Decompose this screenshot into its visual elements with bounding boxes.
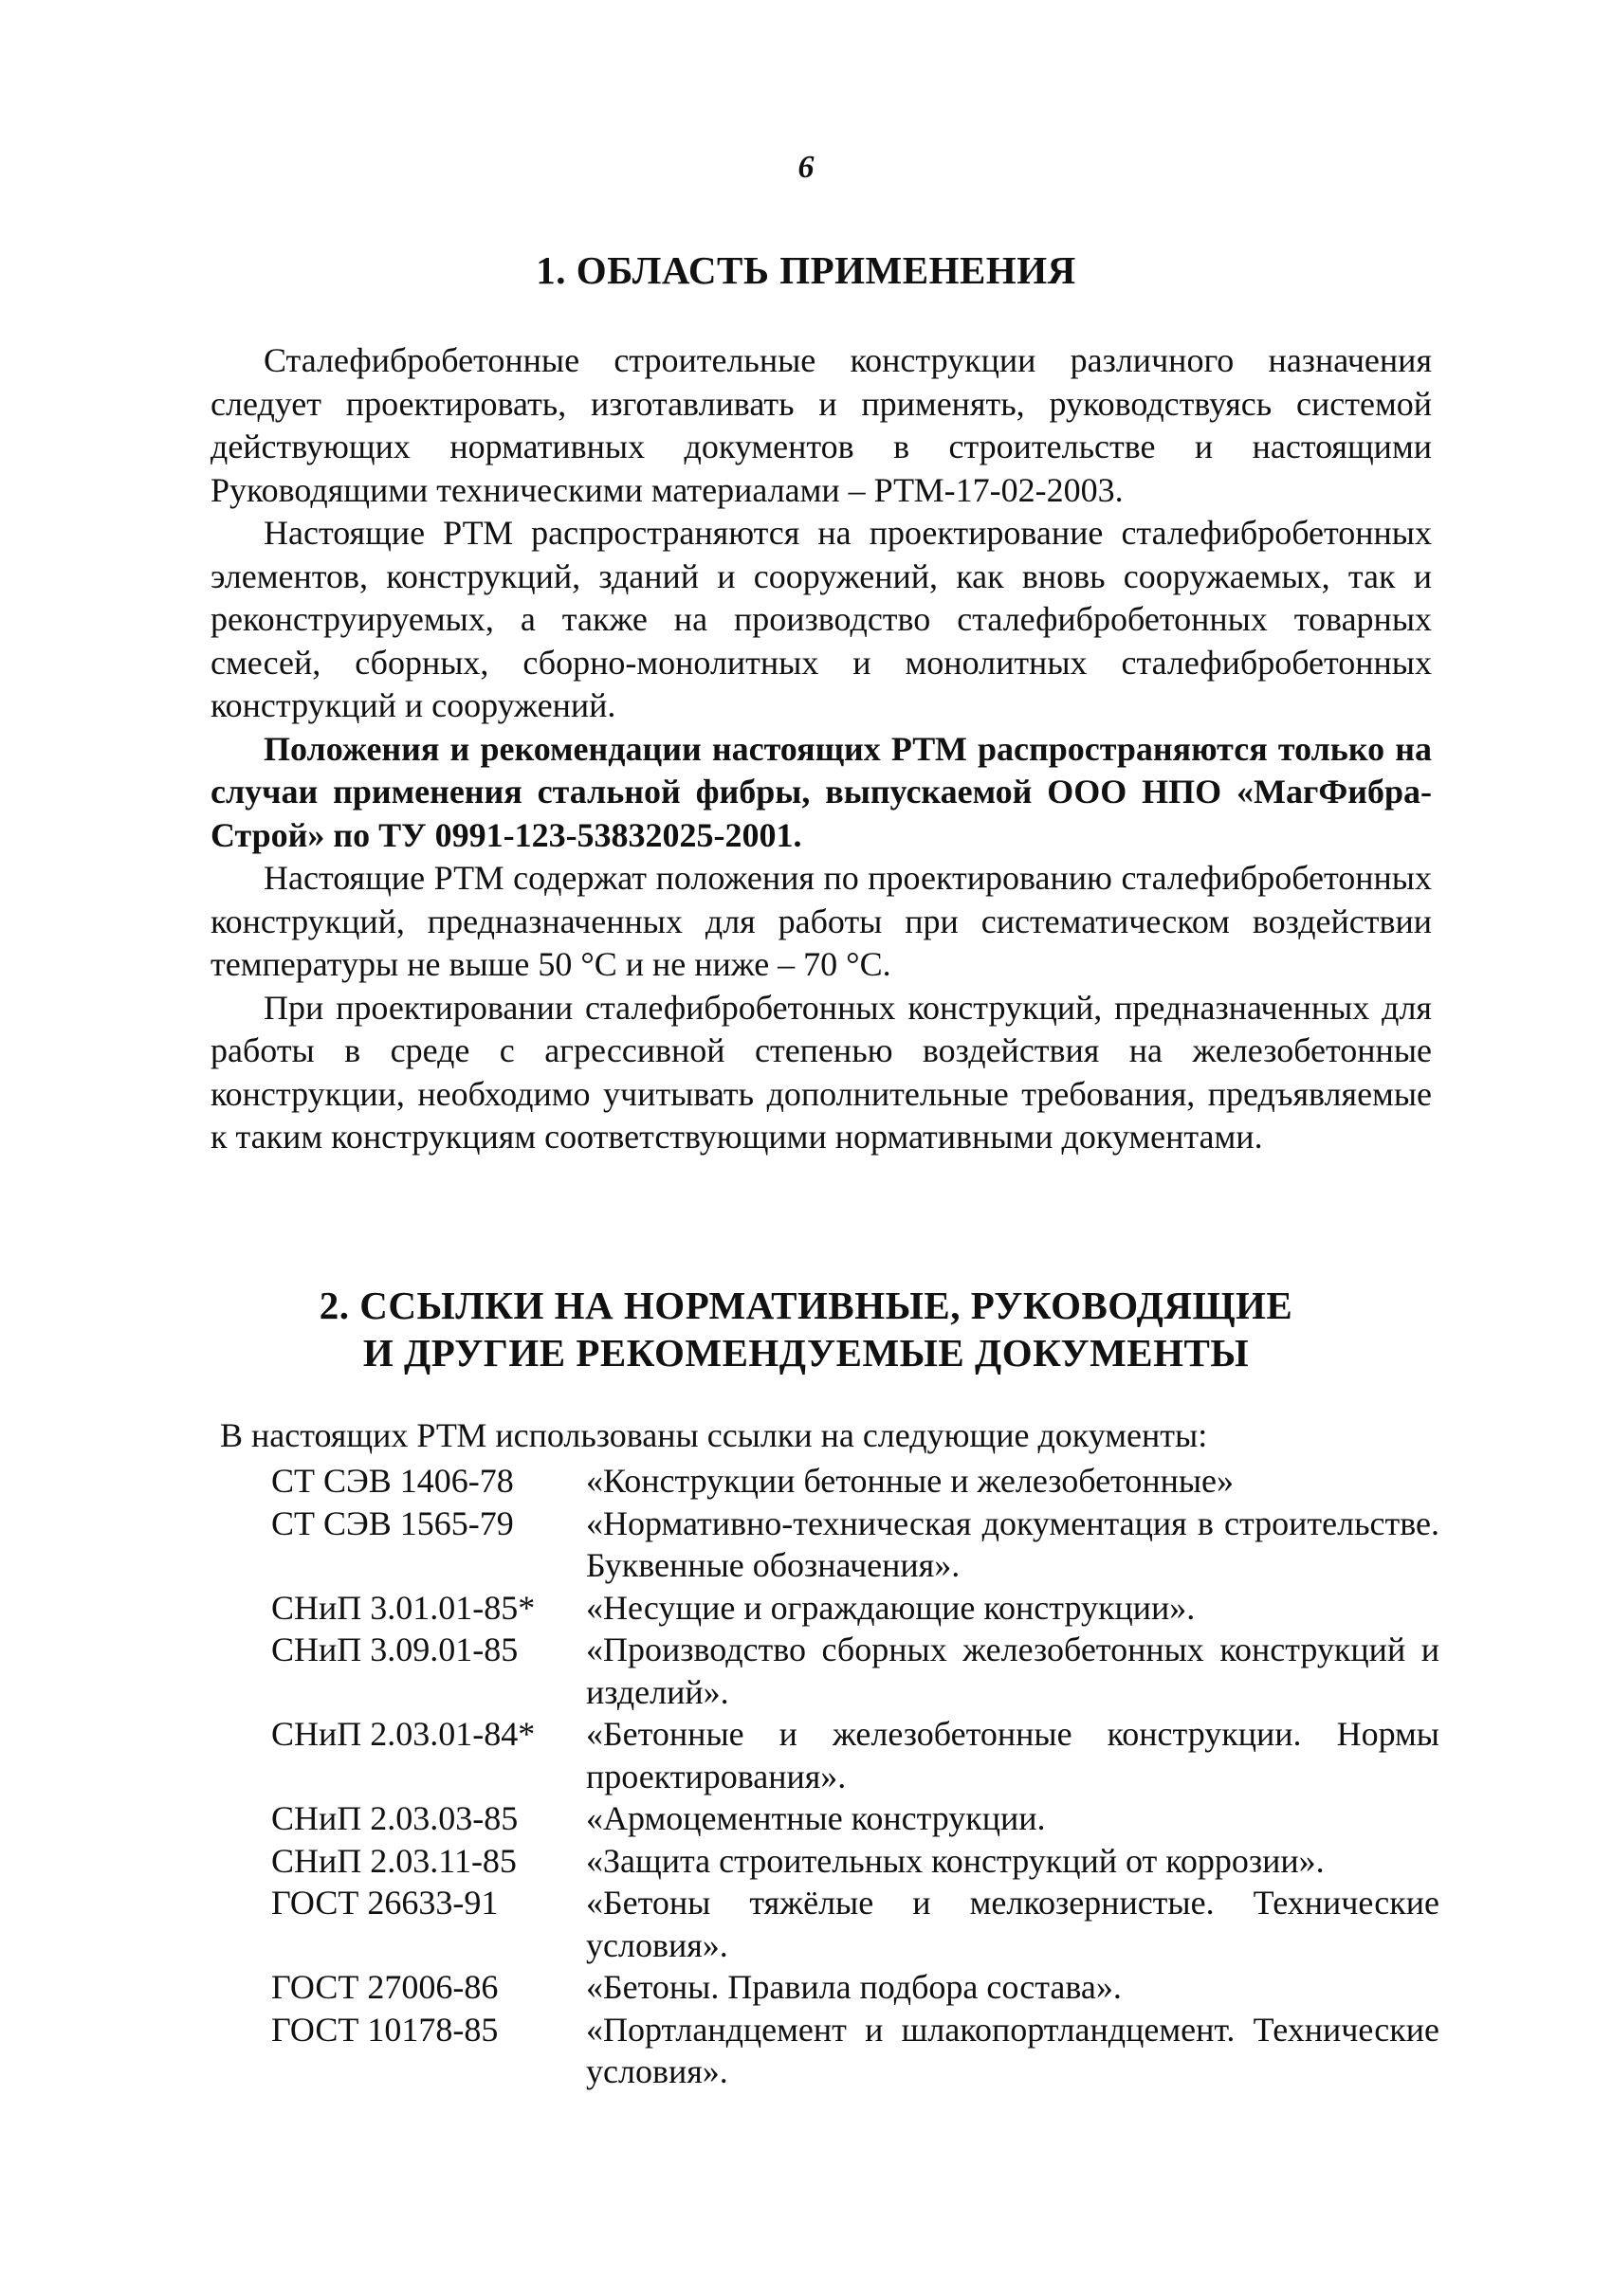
reference-title: «Нормативно-техническая документация в строительстве. Буквенные обозначения». — [586, 1503, 1439, 1584]
reference-title: «Портландцемент и шлакопортландцемент. Технические условия». — [586, 2010, 1439, 2090]
paragraph: При проектировании сталефибробетонных конструкций, предназначенных для работы в среде с агрессивной степенью воздействия на железобетонные конструкции, необходимо учитывать дополнительные требования, предъявляемые к таким конструкциям соответствующими нормативными документами. — [211, 988, 1432, 1156]
reference-code: СНиП 3.09.01-85 — [271, 1631, 519, 1668]
reference-item — [271, 1503, 1439, 1587]
reference-item — [271, 1797, 1439, 1840]
section-2-title-line-2: И ДРУГИЕ РЕКОМЕНДУЕМЫЕ ДОКУМЕНТЫ — [362, 1331, 1250, 1375]
section-1-title: 1. ОБЛАСТЬ ПРИМЕНЕНИЯ — [536, 248, 1076, 292]
section-2-title — [0, 1282, 1612, 1376]
reference-item — [271, 1882, 1439, 1966]
reference-code: СНиП 2.03.01-84* — [271, 1715, 536, 1753]
reference-code: СТ СЭВ 1406-78 — [271, 1462, 514, 1500]
reference-item — [271, 1966, 1439, 2009]
reference-title: «Бетонные и железобетонные конструкции. Нормы проектирования». — [586, 1715, 1439, 1795]
references-list — [271, 1460, 1439, 2093]
reference-code: ГОСТ 10178-85 — [271, 2010, 499, 2049]
reference-item — [271, 1587, 1439, 1630]
reference-title: «Конструкции бетонные и железобетонные» — [586, 1462, 1235, 1500]
reference-code: СНиП 2.03.03-85 — [271, 1799, 519, 1837]
reference-item — [271, 1713, 1439, 1797]
reference-title: «Защита строительных конструкций от коррозии». — [586, 1841, 1325, 1880]
reference-code: ГОСТ 26633-91 — [271, 1884, 499, 1922]
reference-item — [271, 2009, 1439, 2093]
section-2-title-line-1: 2. ССЫЛКИ НА НОРМАТИВНЫЕ, РУКОВОДЯЩИЕ — [319, 1284, 1293, 1327]
paragraph-bold: Положения и рекомендации настоящих РТМ распространяются только на случаи применения стальной фибры, выпускаемой ООО НПО «МагФибра-Строй» по ТУ 0991-123-53832025-2001. — [211, 729, 1432, 854]
reference-item — [271, 1460, 1439, 1503]
reference-code: СНиП 2.03.11-85 — [271, 1841, 517, 1880]
page-number: 6 — [797, 150, 815, 185]
reference-title: «Производство сборных железобетонных конструкций и изделий». — [586, 1631, 1439, 1711]
reference-title: «Несущие и ограждающие конструкции». — [586, 1588, 1196, 1627]
reference-item — [271, 1840, 1439, 1883]
paragraph: Настоящие РТМ распространяются на проектирование сталефибробетонных элементов, конструкций, зданий и сооружений, как вновь сооружаемых, так и реконструируемых, а также на производство сталефибробетонных товарных смесей, сборных, сборно-монолитных и монолитных сталефибробетонных конструкций и сооружений. — [211, 514, 1432, 724]
references-intro: В настоящих РТМ использованы ссылки на следующие документы: — [220, 1416, 1208, 1454]
paragraph: Сталефибробетонные строительные конструкции различного назначения следует проектировать, изготавливать и применять, руководствуясь системой действующих нормативных документов в строительстве и настоящими Руководящими техническими материалами – РТМ-17-02-2003. — [211, 341, 1432, 509]
reference-code: СНиП 3.01.01-85* — [271, 1588, 536, 1627]
reference-code: ГОСТ 27006-86 — [271, 1968, 499, 2006]
reference-title: «Бетоны. Правила подбора состава». — [586, 1968, 1122, 2006]
reference-code: СТ СЭВ 1565-79 — [271, 1503, 514, 1542]
reference-title: «Бетоны тяжёлые и мелкозернистые. Технические условия». — [586, 1884, 1439, 1964]
reference-item — [271, 1629, 1439, 1713]
section-1-body — [211, 339, 1432, 1159]
paragraph: Настоящие РТМ содержат положения по проектированию сталефибробетонных конструкций, предназначенных для работы при систематическом воздействии температуры не выше 50 °С и не ниже – 70 °С. — [211, 859, 1432, 983]
reference-title: «Армоцементные конструкции. — [586, 1799, 1046, 1837]
